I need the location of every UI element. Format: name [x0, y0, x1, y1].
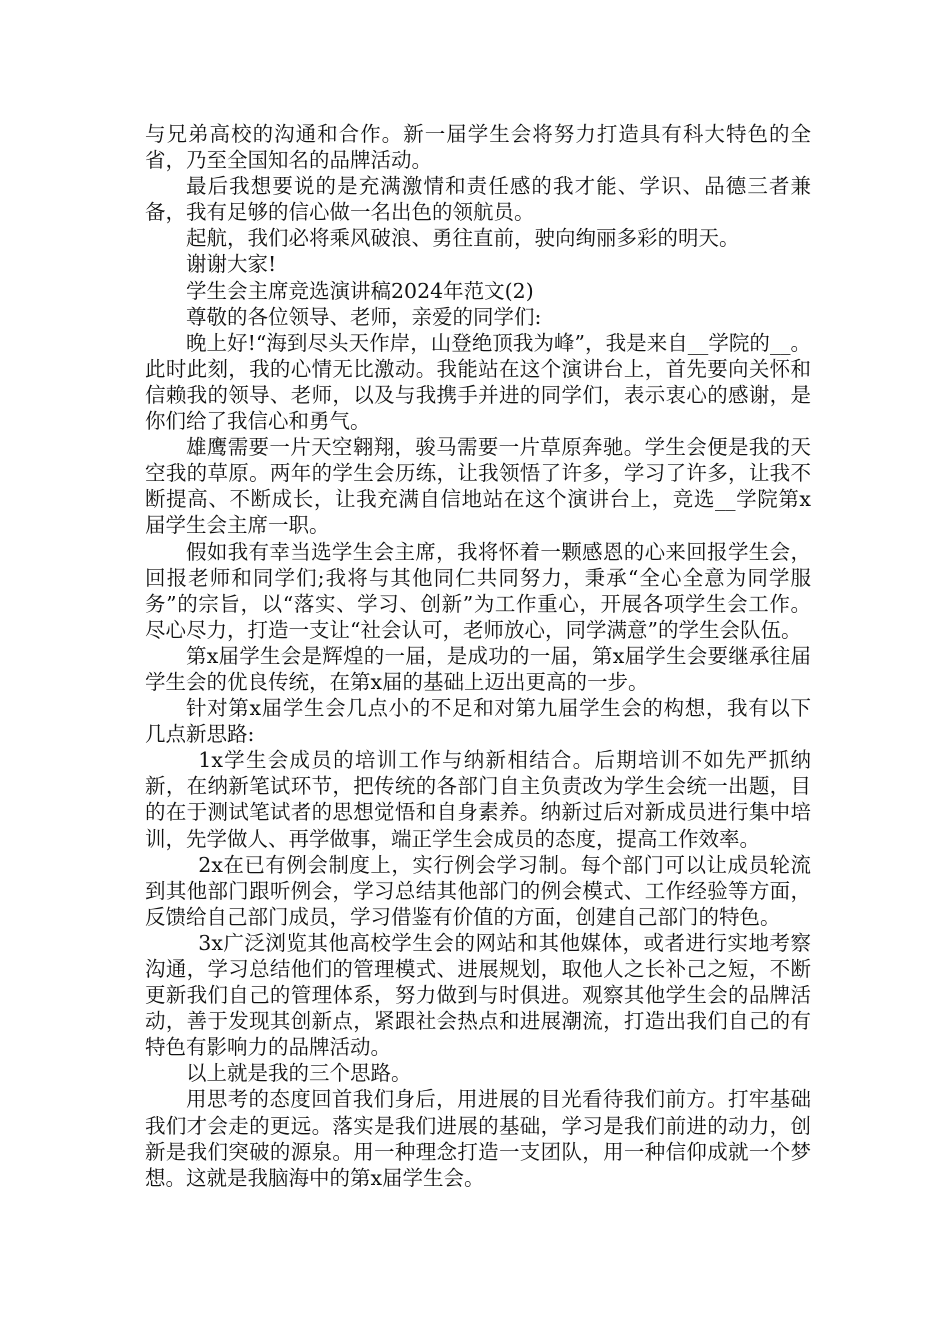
- paragraph-closing-statement: 最后我想要说的是充满激情和责任感的我才能、学识、品德三者兼备，我有足够的信心做一名出色的领航员。: [145, 174, 811, 225]
- paragraph-experience: 雄鹰需要一片天空翱翔，骏马需要一片草原奔驰。学生会便是我的天空我的草原。两年的学生会历练，让我领悟了许多，学习了许多，让我不断提高、不断成长，让我充满自信地站在这个演讲台上，竞选__学院第x届学生会主席一职。: [145, 435, 811, 538]
- section-title: 学生会主席竞选演讲稿2024年范文(2): [186, 278, 534, 303]
- paragraph-conclusion: 用思考的态度回首我们身后，用进展的目光看待我们前方。打牢基础我们才会走的更远。落实是我们进展的基础，学习是我们前进的动力，创新是我们突破的源泉。用一种理念打造一支团队，用一种信仰成就一个梦想。这就是我脑海中的第x届学生会。: [145, 1087, 811, 1190]
- paragraph-commitment: 假如我有幸当选学生会主席，我将怀着一颗感恩的心来回报学生会，回报老师和同学们;我将与其他同仁共同努力，秉承“全心全意为同学服务”的宗旨，以“落实、学习、创新”为工作重心，开展各项学生会工作。尽心尽力，打造一支让“社会认可，老师放心，同学满意”的学生会队伍。: [145, 539, 811, 642]
- salutation: 尊敬的各位领导、老师，亲爱的同学们:: [186, 304, 542, 329]
- paragraph-thanks: 谢谢大家!: [186, 252, 277, 277]
- paragraph-ideas-intro: 针对第x届学生会几点小的不足和对第九届学生会的构想，我有以下几点新思路:: [145, 696, 811, 747]
- list-item-idea-1: 1x学生会成员的培训工作与纳新相结合。后期培训不如先严抓纳新，在纳新笔试环节，把传统的各部门自主负责改为学生会统一出题，目的在于测试笔试者的思想觉悟和自身素养。纳新过后对新成员进行集中培训，先学做人、再学做事，端正学生会成员的态度，提高工作效率。: [145, 748, 811, 851]
- list-item-idea-3: 3x广泛浏览其他高校学生会的网站和其他媒体，或者进行实地考察沟通，学习总结他们的管理模式、进展规划，取他人之长补己之短，不断更新我们自己的管理体系，努力做到与时俱进。观察其他学生会的品牌活动，善于发现其创新点，紧跟社会热点和进展潮流，打造出我们自己的有特色有影响力的品牌活动。: [145, 930, 811, 1060]
- paragraph-tradition: 第x届学生会是辉煌的一届，是成功的一届，第x届学生会要继承往届学生会的优良传统，在第x届的基础上迈出更高的一步。: [145, 643, 811, 694]
- paragraph-greeting: 晚上好!“海到尽头天作岸，山登绝顶我为峰”，我是来自__学院的__。此时此刻，我的心情无比激动。我能站在这个演讲台上，首先要向关怀和信赖我的领导、老师，以及与我携手并进的同学们，表示衷心的感谢，是你们给了我信心和勇气。: [145, 330, 811, 434]
- list-item-idea-2: 2x在已有例会制度上，实行例会学习制。每个部门可以让成员轮流到其他部门跟听例会，学习总结其他部门的例会模式、工作经验等方面，反馈给自己部门成员，学习借鉴有价值的方面，创建自己部门的特色。: [145, 852, 811, 929]
- paragraph-sail-off: 起航，我们必将乘风破浪、勇往直前，驶向绚丽多彩的明天。: [186, 226, 740, 251]
- paragraph-continuation: 与兄弟高校的沟通和合作。新一届学生会将努力打造具有科大特色的全省，乃至全国知名的品牌活动。: [145, 122, 811, 173]
- document-body: [145, 121, 811, 1191]
- paragraph-summary: 以上就是我的三个思路。: [186, 1061, 412, 1086]
